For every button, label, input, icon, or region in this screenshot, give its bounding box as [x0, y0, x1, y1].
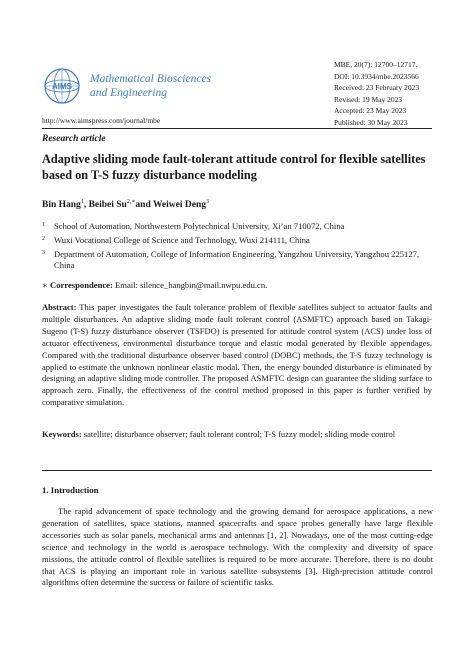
- author-affil-mark: 1: [80, 199, 84, 205]
- meta-citation: MBE, 20(7): 12700–12717.: [334, 60, 418, 69]
- abstract-text: This paper investigates the fault tolerance problem of flexible satellites subject to actuator faults and multiple disturbances. An adaptive sliding mode fault tolerant control (ASMFTC) approach based on Takagi-Sugeno (T-S) fuzzy disturbance observer (TSFDO) is presented for attitude control system (ACS) under loss of actuator effectiveness, environmental disturbance torque and elastic modal generated by flexible appendages. Compared with the traditional disturbance observer based control (DOBC) methods, the T-S fuzzy technology is applied to estimate the unknown nonlinear elastic modal. Then, the energy bounded disturbance is eliminated by designing an adaptive sliding mode controller. The proposed ASMFTC design can guarantee the sliding surface to approach zero. Finally, the effectiveness of the control method proposed in this paper is further verified by comparative simulation.: [42, 302, 432, 408]
- affiliation-text: School of Automation, Northwestern Polytechnical University, Xi’an 710072, China: [54, 221, 345, 231]
- journal-url-link[interactable]: http://www.aimspress.com/journal/mbe: [42, 116, 161, 125]
- affiliation-number: 3: [42, 249, 45, 256]
- affiliation-item: [42, 249, 434, 273]
- aims-globe-icon: [42, 66, 82, 106]
- logo-text: AIMS: [52, 82, 72, 91]
- introduction-paragraph: The rapid advancement of space technology and the growing demand for aerospace applications, a new generation of satellites, space stations, manned spacecrafts and space probes generally have large flexible accessories such as solar panels, mechanical arms and antennas [1, 2]. Nowadays, one of the most cutting-edge science and technology in the world is aerospace technology. With the complexity and diversity of space missions, the attitude control of flexible satellites is required to be more accurate. Therefore, there is no doubt that ACS is playing an important role in various satellite subsystems [3]. High-precision attitude control algorithms often determine the success or failure of scientific tasks.: [42, 506, 433, 588]
- keywords: [42, 429, 432, 441]
- author-name: Bin Hang: [42, 200, 81, 211]
- journal-name: [90, 72, 270, 100]
- author-and: and: [135, 200, 153, 211]
- meta-accepted: Accepted: 23 May 2023: [334, 106, 407, 116]
- abstract: [42, 302, 432, 409]
- affiliation-number: 2: [42, 235, 45, 242]
- affiliation-list: [42, 221, 434, 274]
- correspondence-star: ∗: [42, 280, 48, 290]
- author-name: Weiwei Deng: [152, 200, 206, 211]
- author-affil-mark: 2,∗: [126, 199, 136, 205]
- author-separator: ,: [83, 200, 89, 211]
- journal-name-line2: and Engineering: [90, 87, 167, 99]
- affiliation-number: 1: [42, 222, 45, 228]
- keywords-text: satellite; disturbance observer; fault tolerant control; T-S fuzzy model; sliding mode control: [83, 429, 396, 439]
- article-type: Research article: [42, 134, 106, 144]
- author-name: Beibei Su: [88, 200, 127, 211]
- meta-published: Published: 30 May 2023: [334, 117, 408, 127]
- article-meta: [334, 59, 419, 129]
- correspondence-email[interactable]: Email: silence_hangbin@mail.nwpu.edu.cn.: [115, 280, 268, 290]
- affiliation-item: [42, 235, 434, 247]
- journal-logo: [42, 66, 262, 110]
- abstract-divider: [42, 470, 432, 471]
- section-heading: 1. Introduction: [42, 485, 99, 495]
- paper-title: Adaptive sliding mode fault-tolerant attitude control for flexible satellites based on T-S fuzzy disturbance modeling: [42, 152, 426, 182]
- meta-received: Received: 23 February 2023: [334, 83, 420, 93]
- author-affil-mark: 3: [206, 199, 209, 205]
- keywords-label: Keywords:: [42, 429, 82, 439]
- abstract-label: Abstract:: [42, 302, 77, 312]
- author-list: [42, 198, 209, 210]
- affiliation-text: Department of Automation, College of Information Engineering, Yangzhou University, Yangzhou 225127, China: [54, 248, 420, 271]
- meta-revised: Revised: 19 May 2023: [334, 94, 403, 104]
- header-divider: [42, 128, 432, 129]
- affiliation-text: Wuxi Vocational College of Science and Technology, Wuxi 214111, China: [54, 234, 310, 245]
- meta-doi[interactable]: DOI: 10.3934/mbe.2023566: [334, 71, 419, 81]
- journal-name-line1: Mathematical Biosciences: [90, 73, 212, 85]
- affiliation-item: [42, 221, 434, 233]
- correspondence: [42, 280, 267, 291]
- correspondence-label: Correspondence:: [50, 280, 113, 290]
